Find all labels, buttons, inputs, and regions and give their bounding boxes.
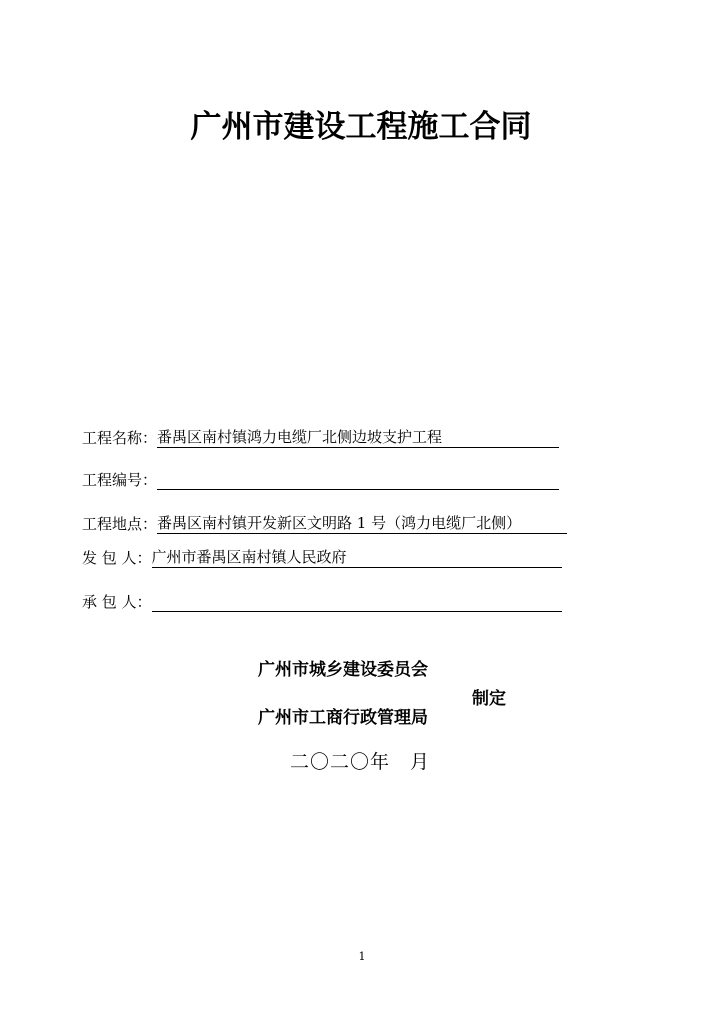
contractor-label: 承 包 人： [82, 593, 152, 611]
project-number-label: 工程编号： [82, 471, 158, 489]
project-name-value: 番禺区南村镇鸿力电缆厂北侧边坡支护工程 [157, 428, 559, 448]
page-number: 1 [358, 950, 366, 963]
contract-title: 广州市建设工程施工合同 [190, 109, 532, 145]
project-location-row [82, 512, 567, 534]
employer-label: 发 包 人： [82, 549, 152, 567]
issued-label: 制定 [472, 689, 506, 709]
employer-value: 广州市番禺区南村镇人民政府 [152, 548, 562, 568]
project-number-row [82, 468, 559, 490]
issuer-commerce-bureau: 广州市工商行政管理局 [258, 708, 428, 728]
project-location-value: 番禺区南村镇开发新区文明路 1 号（鸿力电缆厂北侧） [157, 514, 567, 534]
project-number-value [157, 470, 559, 490]
contractor-row [82, 590, 562, 612]
issuer-construction-committee: 广州市城乡建设委员会 [258, 660, 428, 680]
employer-row [82, 546, 562, 568]
project-name-label: 工程名称： [82, 429, 158, 447]
contractor-value [152, 592, 562, 612]
project-location-label: 工程地点： [82, 515, 158, 533]
issue-date: 二〇二〇年 月 [290, 751, 431, 773]
project-name-row [82, 426, 559, 448]
